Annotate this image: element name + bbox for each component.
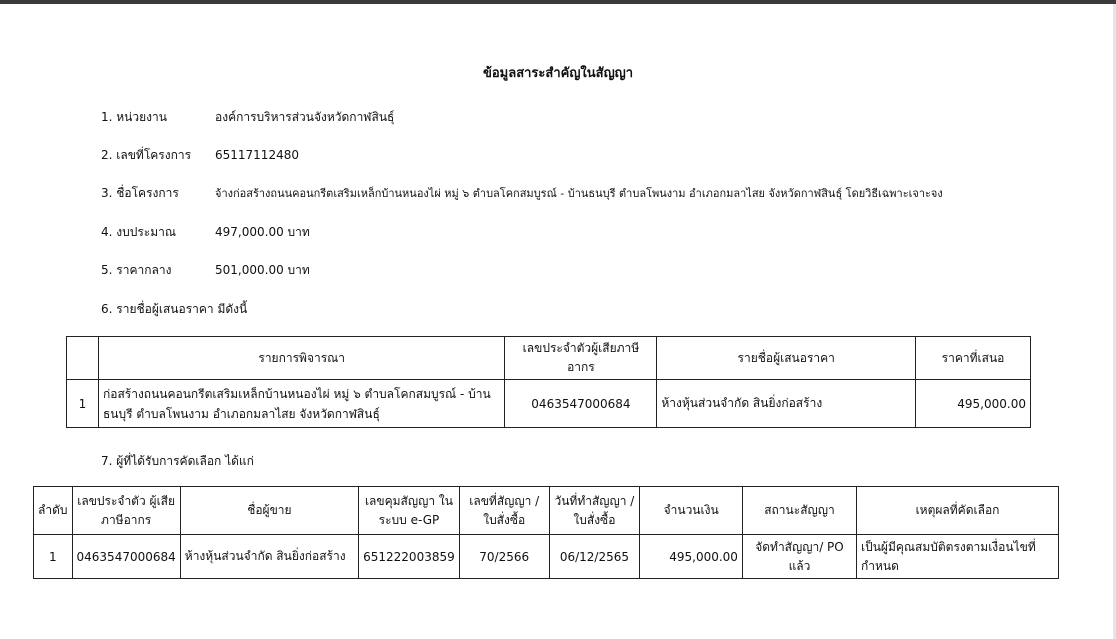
field-label: 1. หน่วยงาน xyxy=(101,110,167,124)
egp-number-cell: 651222003859 xyxy=(358,535,459,579)
column-header: เลขประจำตัว ผู้เสียภาษีอากร xyxy=(72,487,180,535)
table-row xyxy=(34,535,1059,579)
bidder-cell: ห้างหุ้นส่วนจำกัด สินยิ่งก่อสร้าง xyxy=(657,380,916,428)
field-label: 4. งบประมาณ xyxy=(101,225,177,239)
field-value: องค์การบริหารส่วนจังหวัดกาฬสินธุ์ xyxy=(215,110,395,124)
top-border xyxy=(0,0,1116,4)
item-cell: ก่อสร้างถนนคอนกรีตเสริมเหล็กบ้านหนองไผ่ หมู่ ๖ ตำบลโคกสมบูรณ์ - บ้านธนบุรี ตำบลโพนงาม อำเภอกมลาไสย จังหวัดกาฬสินธุ์ xyxy=(98,380,505,428)
tax-id-cell: 0463547000684 xyxy=(72,535,180,579)
status-cell: จัดทำสัญญา/ PO แล้ว xyxy=(742,535,856,579)
document-title: ข้อมูลสาระสำคัญในสัญญา xyxy=(482,66,634,81)
table-header-row xyxy=(67,337,1031,380)
column-header xyxy=(67,337,99,380)
row-number: 1 xyxy=(67,380,99,428)
bidders-table xyxy=(66,336,1031,428)
field-agency xyxy=(101,108,394,126)
column-header: เลขที่สัญญา / ใบสั่งซื้อ xyxy=(459,487,549,535)
row-number: 1 xyxy=(34,535,73,579)
section-7-heading: 7. ผู้ที่ได้รับการคัดเลือก ได้แก่ xyxy=(101,454,254,468)
field-median-price xyxy=(101,261,310,279)
field-project-number xyxy=(101,146,299,164)
column-header: สถานะสัญญา xyxy=(742,487,856,535)
column-header: เลขประจำตัวผู้เสียภาษีอากร xyxy=(505,337,657,380)
seller-cell: ห้างหุ้นส่วนจำกัด สินยิ่งก่อสร้าง xyxy=(180,535,358,579)
contract-number-cell: 70/2566 xyxy=(459,535,549,579)
field-label: 2. เลขที่โครงการ xyxy=(101,148,192,162)
column-header: ชื่อผู้ขาย xyxy=(180,487,358,535)
column-header: ลำดับ xyxy=(34,487,73,535)
field-value: จ้างก่อสร้างถนนคอนกรีตเสริมเหล็กบ้านหนองไผ่ หมู่ ๖ ตำบลโคกสมบูรณ์ - บ้านธนบุรี ตำบลโพนงาม อำเภอกมลาไสย จังหวัดกาฬสินธุ์ โดยวิธีเฉพาะเจาะจง xyxy=(215,187,943,200)
amount-cell: 495,000.00 xyxy=(640,535,743,579)
column-header: เลขคุมสัญญา ในระบบ e-GP xyxy=(358,487,459,535)
field-value: 65117112480 xyxy=(215,148,299,162)
price-cell: 495,000.00 xyxy=(916,380,1031,428)
field-label: 3. ชื่อโครงการ xyxy=(101,186,179,200)
field-value: 497,000.00 บาท xyxy=(215,225,310,239)
tax-id-cell: 0463547000684 xyxy=(505,380,657,428)
column-header: ราคาที่เสนอ xyxy=(916,337,1031,380)
field-label: 5. ราคากลาง xyxy=(101,263,172,277)
section-6-heading: 6. รายชื่อผู้เสนอราคา มีดังนี้ xyxy=(101,302,248,316)
column-header: เหตุผลที่คัดเลือก xyxy=(857,487,1059,535)
column-header: รายชื่อผู้เสนอราคา xyxy=(657,337,916,380)
field-project-name xyxy=(101,184,943,202)
contract-date-cell: 06/12/2565 xyxy=(549,535,640,579)
field-value: 501,000.00 บาท xyxy=(215,263,310,277)
column-header: จำนวนเงิน xyxy=(640,487,743,535)
selected-vendor-table xyxy=(33,486,1059,579)
table-header-row xyxy=(34,487,1059,535)
table-row xyxy=(67,380,1031,428)
field-budget xyxy=(101,223,310,241)
column-header: วันที่ทำสัญญา / ใบสั่งซื้อ xyxy=(549,487,640,535)
reason-cell: เป็นผู้มีคุณสมบัติตรงตามเงื่อนไขที่กำหนด xyxy=(857,535,1059,579)
column-header: รายการพิจารณา xyxy=(98,337,505,380)
